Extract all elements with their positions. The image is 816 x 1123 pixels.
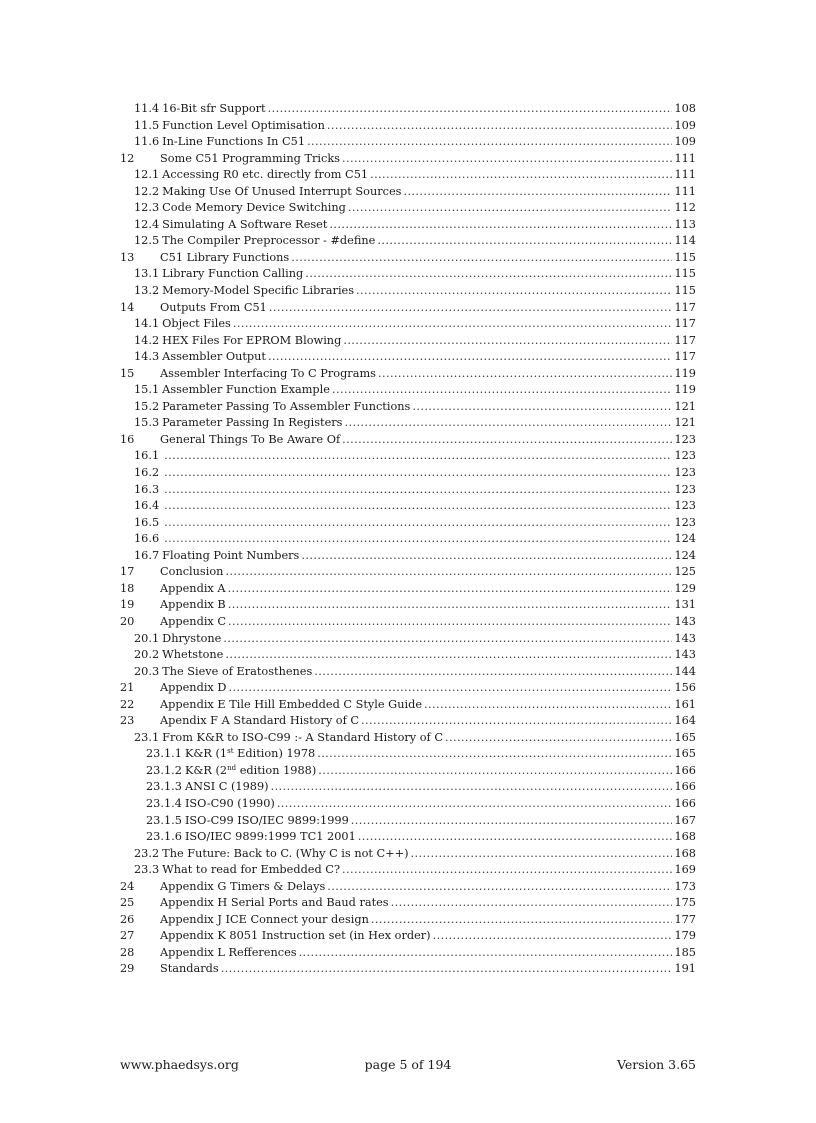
toc-entry-page: 168	[674, 846, 696, 860]
toc-entry-title: Apendix F A Standard History of C	[160, 714, 360, 728]
dot-leader	[378, 366, 672, 383]
toc-entry	[120, 448, 696, 465]
toc-entry-number: 20.3	[134, 664, 160, 678]
toc-entry	[120, 945, 696, 962]
toc-entry-title: Simulating A Software Reset	[162, 217, 328, 231]
toc-entry-number: 25	[120, 896, 135, 910]
toc-entry-title: Appendix C	[160, 614, 227, 628]
dot-leader	[164, 515, 672, 532]
toc-entry	[120, 399, 696, 416]
toc-entry-title-part: Edition) 1978	[233, 747, 316, 761]
toc-entry-title: ISO-C99 ISO/IEC 9899:1999	[184, 813, 349, 827]
dot-leader	[164, 498, 672, 515]
toc-entry-number: 28	[120, 945, 135, 959]
toc-entry-number: 12	[120, 151, 135, 165]
toc-entry-page: 123	[674, 499, 696, 513]
dot-leader	[351, 813, 673, 830]
toc-entry-number: 14.2	[134, 333, 160, 347]
dot-leader	[268, 101, 673, 118]
dot-leader	[327, 879, 672, 896]
toc-entry-title: ANSI C (1989)	[184, 780, 269, 794]
footer-page-number: page 5 of 194	[364, 1057, 452, 1072]
dot-leader	[268, 349, 672, 366]
toc-entry-number: 23.1.4	[146, 796, 182, 810]
toc-entry-number: 23.3	[134, 863, 160, 877]
toc-entry-title: General Things To Be Aware Of	[160, 432, 341, 446]
toc-entry-title: Making Use Of Unused Interrupt Sources	[162, 184, 402, 198]
toc-entry-number: 23.1.6	[146, 830, 182, 844]
toc-entry	[120, 415, 696, 432]
toc-entry-number: 13.2	[134, 284, 160, 298]
dot-leader	[391, 895, 673, 912]
toc-entry-number: 23.1	[134, 730, 160, 744]
toc-entry	[120, 498, 696, 515]
dot-leader	[269, 300, 673, 317]
toc-entry-page: 123	[674, 449, 696, 463]
toc-entry-title: 16-Bit sfr Support	[162, 102, 266, 115]
toc-entry	[120, 300, 696, 317]
toc-entry-title: Appendix J ICE Connect your design	[160, 912, 369, 926]
toc-entry-number: 22	[120, 697, 135, 711]
toc-entry-title: Assembler Function Example	[162, 383, 330, 397]
toc-entry-page: 117	[674, 350, 696, 364]
toc-entry-page: 115	[674, 284, 696, 298]
toc-entry-page: 143	[674, 614, 696, 628]
toc-entry	[120, 614, 696, 631]
toc-entry-title: Conclusion	[160, 565, 224, 579]
toc-entry	[120, 366, 696, 383]
toc-entry-number: 12.4	[134, 217, 160, 231]
toc-entry-page: 109	[674, 118, 696, 132]
toc-entry-title: ISO-C90 (1990)	[184, 796, 275, 810]
toc-entry-number: 21	[120, 681, 135, 695]
toc-entry-page: 173	[674, 879, 696, 893]
toc-entry-page: 124	[674, 548, 696, 562]
toc-entry-page: 168	[674, 830, 696, 844]
toc-entry-title: Appendix D	[160, 681, 227, 695]
toc-entry-title: Accessing R0 etc. directly from C51	[162, 168, 369, 182]
toc-entry	[120, 581, 696, 598]
toc-entry-number: 15.2	[134, 399, 160, 413]
toc-entry-number: 11.4	[134, 102, 160, 115]
toc-entry-page: 123	[674, 515, 696, 529]
toc-entry-number: 15.1	[134, 383, 160, 397]
dot-leader	[164, 448, 672, 465]
toc-entry-title: In-Line Functions In C51	[162, 135, 306, 149]
toc-entry-title: The Compiler Preprocessor - #define	[162, 234, 376, 248]
toc-entry-title: C51 Library Functions	[160, 250, 290, 264]
toc-entry-number: 20.1	[134, 631, 160, 645]
dot-leader	[348, 200, 673, 217]
dot-leader	[228, 680, 672, 697]
toc-entry-title: What to read for Embedded C?	[162, 863, 341, 877]
toc-entry-title-part: K&R (2	[184, 763, 228, 777]
toc-entry-page: 125	[674, 565, 696, 579]
toc-entry-number: 16.5	[134, 515, 160, 529]
toc-entry-page: 117	[674, 317, 696, 331]
toc-entry-number: 16.2	[134, 466, 160, 480]
toc-entry-number: 18	[120, 581, 135, 595]
toc-entry-number: 11.6	[134, 135, 160, 149]
toc-entry-number: 27	[120, 929, 135, 943]
toc-entry	[120, 813, 696, 830]
dot-leader	[225, 647, 672, 664]
dot-leader	[403, 184, 672, 201]
toc-entry	[120, 928, 696, 945]
toc-entry-number: 16.3	[134, 482, 160, 496]
toc-entry-title	[185, 763, 316, 780]
dot-leader	[433, 928, 673, 945]
toc-entry	[120, 895, 696, 912]
toc-entry-page: 185	[674, 945, 696, 959]
toc-entry	[120, 465, 696, 482]
toc-entry	[120, 697, 696, 714]
toc-entry-number: 24	[120, 879, 135, 893]
dot-leader	[291, 250, 672, 267]
toc-entry	[120, 167, 696, 184]
toc-entry	[120, 846, 696, 863]
toc-entry-title: Floating Point Numbers	[162, 548, 300, 562]
toc-entry-title: Parameter Passing To Assembler Functions	[162, 399, 411, 413]
toc-entry	[120, 101, 696, 118]
toc-entry-number: 14.3	[134, 350, 160, 364]
toc-entry-page: 115	[674, 250, 696, 264]
toc-entry-title: Assembler Interfacing To C Programs	[160, 366, 376, 380]
toc-entry-number: 16.6	[134, 532, 160, 546]
dot-leader	[307, 134, 672, 151]
toc-entry-number: 29	[120, 962, 135, 976]
toc-entry-page: 117	[674, 333, 696, 347]
toc-entry-title: Appendix B	[160, 598, 226, 612]
toc-entry-number: 23	[120, 714, 135, 728]
dot-leader	[371, 912, 673, 929]
toc-entry-page: 156	[674, 681, 696, 695]
toc-entry-page: 111	[674, 151, 696, 165]
toc-entry-title: Object Files	[162, 317, 231, 331]
toc-entry	[120, 316, 696, 333]
toc-entry-title-part: edition 1988)	[236, 763, 317, 777]
toc-entry	[120, 664, 696, 681]
toc-entry-page: 179	[674, 929, 696, 943]
toc-entry-number: 16.4	[134, 499, 160, 513]
toc-entry-number: 23.1.2	[146, 763, 182, 777]
toc-entry-title-part: K&R (1	[184, 747, 228, 761]
toc-entry-number: 12.5	[134, 234, 160, 248]
dot-leader	[377, 233, 672, 250]
toc-entry-page: 166	[674, 796, 696, 810]
toc-entry-title: Assembler Output	[162, 350, 266, 364]
toc-entry	[120, 879, 696, 896]
toc-entry	[120, 217, 696, 234]
toc-entry-title: Appendix H Serial Ports and Baud rates	[160, 896, 389, 910]
toc-entry-title: Library Function Calling	[162, 267, 304, 281]
toc-entry-title-superscript: nd	[227, 763, 237, 772]
toc-entry-number: 23.1.1	[146, 747, 182, 761]
toc-entry-title: Code Memory Device Switching	[162, 201, 346, 215]
dot-leader	[164, 482, 672, 499]
toc-entry-page: 167	[674, 813, 696, 827]
toc-entry-title: Whetstone	[162, 648, 224, 662]
toc-entry-number: 12.2	[134, 184, 160, 198]
toc-entry	[120, 266, 696, 283]
dot-leader	[223, 631, 672, 648]
dot-leader	[314, 664, 672, 681]
toc-entry-title-superscript: st	[227, 747, 234, 756]
dot-leader	[164, 465, 672, 482]
dot-leader	[411, 846, 673, 863]
toc-entry-page: 123	[674, 482, 696, 496]
dot-leader	[342, 151, 672, 168]
toc-entry-title: Standards	[160, 962, 219, 976]
toc-entry	[120, 349, 696, 366]
dot-leader	[332, 382, 672, 399]
toc-entry-title: Parameter Passing In Registers	[162, 416, 343, 430]
toc-entry-title: Outputs From C51	[160, 300, 267, 314]
toc-entry-number: 13.1	[134, 267, 160, 281]
toc-entry	[120, 200, 696, 217]
toc-entry-page: 111	[674, 184, 696, 198]
toc-entry-page: 109	[674, 135, 696, 149]
dot-leader	[228, 597, 673, 614]
toc-entry-title: Dhrystone	[162, 631, 222, 645]
toc-entry-page: 121	[674, 416, 696, 430]
toc-entry-page: 131	[674, 598, 696, 612]
dot-leader	[342, 432, 672, 449]
dot-leader	[164, 531, 672, 548]
toc-entry-page: 112	[674, 201, 696, 215]
toc-entry-title: From K&R to ISO-C99 :- A Standard History of C	[162, 730, 443, 744]
toc-entry-page: 166	[674, 763, 696, 777]
dot-leader	[358, 829, 673, 846]
toc-entry-page: 165	[674, 730, 696, 744]
toc-entry-title: Function Level Optimisation	[162, 118, 325, 132]
toc-entry	[120, 862, 696, 879]
dot-leader	[445, 730, 672, 747]
toc-entry-page: 108	[674, 102, 696, 115]
toc-entry	[120, 680, 696, 697]
toc-entry-page: 143	[674, 648, 696, 662]
dot-leader	[356, 283, 672, 300]
toc-entry-page: 169	[674, 863, 696, 877]
toc-entry	[120, 151, 696, 168]
toc-entry-page: 143	[674, 631, 696, 645]
toc-entry	[120, 531, 696, 548]
dot-leader	[318, 763, 672, 780]
toc-entry-number: 16	[120, 432, 135, 446]
dot-leader	[221, 961, 673, 978]
toc-entry-page: 177	[674, 912, 696, 926]
toc-entry-title: Memory-Model Specific Libraries	[162, 284, 355, 298]
toc-entry-page: 123	[674, 466, 696, 480]
toc-entry	[120, 548, 696, 565]
toc-entry	[120, 647, 696, 664]
toc-entry-number: 16.1	[134, 449, 160, 463]
toc-entry-number: 23.2	[134, 846, 160, 860]
toc-entry-title: Appendix E Tile Hill Embedded C Style Guide	[160, 697, 423, 711]
toc-entry-number: 17	[120, 565, 135, 579]
toc-entry-page: 111	[674, 168, 696, 182]
dot-leader	[233, 316, 673, 333]
dot-leader	[329, 217, 672, 234]
footer-website: www.phaedsys.org	[120, 1057, 239, 1072]
toc-entry-number: 14	[120, 300, 135, 314]
toc-entry-title: Appendix L Refferences	[160, 945, 297, 959]
toc-entry	[120, 134, 696, 151]
toc-entry-page: 114	[674, 234, 696, 248]
toc-entry-number: 23.1.5	[146, 813, 182, 827]
dot-leader	[344, 415, 672, 432]
toc-entry-title: Appendix K 8051 Instruction set (in Hex order)	[160, 929, 431, 943]
toc-entry-page: 165	[674, 747, 696, 761]
toc-entry-number: 12.3	[134, 201, 160, 215]
toc-entry-number: 16.7	[134, 548, 160, 562]
dot-leader	[301, 548, 672, 565]
toc-entry-page: 113	[674, 217, 696, 231]
page-footer	[120, 1057, 696, 1073]
toc-entry-title: The Future: Back to C. (Why C is not C++)	[162, 846, 409, 860]
dot-leader	[317, 746, 672, 763]
dot-leader	[271, 779, 673, 796]
toc-entry	[120, 763, 696, 780]
toc-entry	[120, 184, 696, 201]
toc-entry-page: 123	[674, 432, 696, 446]
toc-entry-page: 121	[674, 399, 696, 413]
dot-leader	[342, 862, 672, 879]
toc-entry-page: 124	[674, 532, 696, 546]
toc-entry-page: 175	[674, 896, 696, 910]
toc-entry-number: 11.5	[134, 118, 160, 132]
toc-entry-title: ISO/IEC 9899:1999 TC1 2001	[184, 830, 356, 844]
toc-entry-title: Appendix A	[160, 581, 226, 595]
footer-version: Version 3.65	[616, 1057, 696, 1072]
toc-entry	[120, 631, 696, 648]
toc-entry-title: Some C51 Programming Tricks	[160, 151, 340, 165]
toc-entry-number: 23.1.3	[146, 780, 182, 794]
toc-entry-page: 161	[674, 697, 696, 711]
dot-leader	[305, 266, 672, 283]
toc-entry-page: 119	[674, 383, 696, 397]
toc-entry	[120, 564, 696, 581]
toc-entry	[120, 333, 696, 350]
toc-entry-page: 166	[674, 780, 696, 794]
toc-entry	[120, 597, 696, 614]
toc-entry-title	[185, 746, 315, 763]
toc-entry-page: 144	[674, 664, 696, 678]
table-of-contents	[120, 101, 696, 978]
toc-entry	[120, 713, 696, 730]
toc-entry	[120, 482, 696, 499]
dot-leader	[343, 333, 672, 350]
toc-entry-title: The Sieve of Eratosthenes	[162, 664, 313, 678]
toc-entry	[120, 829, 696, 846]
toc-entry	[120, 283, 696, 300]
toc-entry-title: HEX Files For EPROM Blowing	[162, 333, 342, 347]
toc-entry-number: 14.1	[134, 317, 160, 331]
toc-entry-page: 191	[674, 962, 696, 976]
toc-entry-page: 129	[674, 581, 696, 595]
toc-entry-number: 15.3	[134, 416, 160, 430]
dot-leader	[327, 118, 673, 135]
toc-entry-number: 15	[120, 366, 135, 380]
toc-entry-number: 13	[120, 250, 135, 264]
toc-entry-number: 20.2	[134, 648, 160, 662]
dot-leader	[228, 614, 672, 631]
toc-entry-title: Appendix G Timers & Delays	[160, 879, 326, 893]
dot-leader	[228, 581, 673, 598]
dot-leader	[424, 697, 672, 714]
toc-entry	[120, 961, 696, 978]
toc-entry	[120, 730, 696, 747]
dot-leader	[370, 167, 672, 184]
dot-leader	[361, 713, 672, 730]
toc-entry-number: 19	[120, 598, 135, 612]
toc-entry	[120, 912, 696, 929]
toc-entry	[120, 432, 696, 449]
toc-entry	[120, 233, 696, 250]
toc-entry	[120, 382, 696, 399]
dot-leader	[225, 564, 672, 581]
toc-entry	[120, 515, 696, 532]
toc-entry-page: 119	[674, 366, 696, 380]
toc-entry-number: 26	[120, 912, 135, 926]
toc-entry	[120, 779, 696, 796]
toc-entry	[120, 250, 696, 267]
toc-entry-number: 12.1	[134, 168, 160, 182]
toc-entry	[120, 796, 696, 813]
toc-entry-page: 115	[674, 267, 696, 281]
dot-leader	[299, 945, 673, 962]
toc-entry-number: 20	[120, 614, 135, 628]
toc-entry	[120, 746, 696, 763]
dot-leader	[277, 796, 673, 813]
toc-entry	[120, 118, 696, 135]
toc-entry-page: 117	[674, 300, 696, 314]
toc-entry-page: 164	[674, 714, 696, 728]
dot-leader	[412, 399, 672, 416]
